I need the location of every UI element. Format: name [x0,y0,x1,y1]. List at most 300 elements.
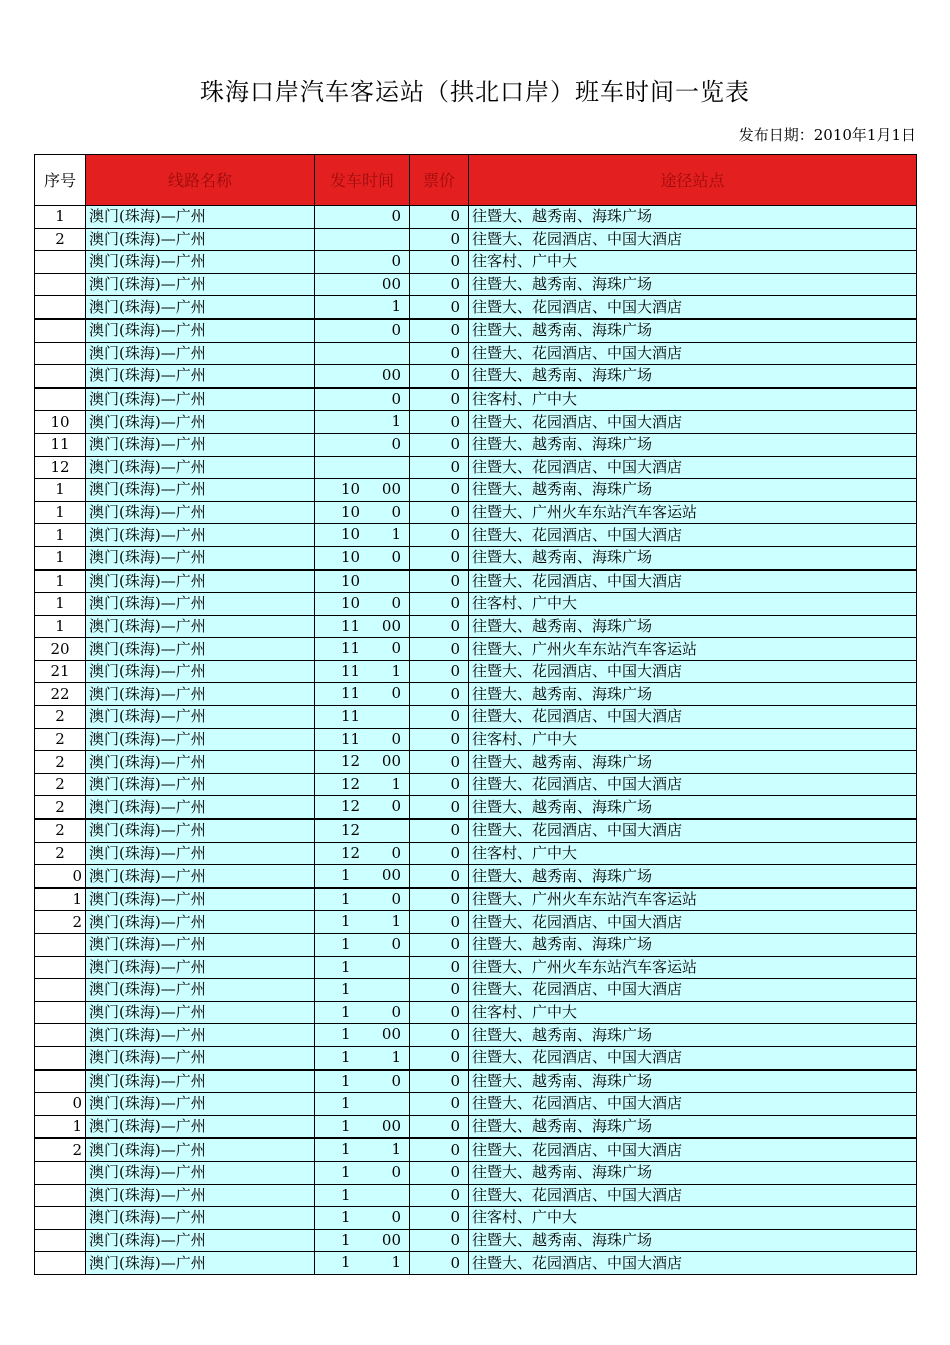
cell-price: 0 [410,228,469,251]
cell-seq: 2 [35,911,86,934]
cell-seq: 2 [35,773,86,796]
cell-seq [35,1070,86,1093]
table-row [35,888,917,911]
cell-time [315,273,410,296]
time-minute: 0 [391,320,401,339]
time-hour: 1 [341,1002,351,1021]
table-row [35,842,917,865]
cell-seq: 0 [35,1093,86,1116]
cell-route: 澳门(珠海)—广州 [86,524,315,547]
time-minute: 1 [391,525,401,544]
cell-price: 0 [410,1184,469,1207]
cell-stops: 往暨大、越秀南、海珠广场 [469,206,917,229]
cell-price: 0 [410,1207,469,1230]
cell-stops: 往暨大、越秀南、海珠广场 [469,1024,917,1047]
cell-price: 0 [410,683,469,706]
time-hour: 11 [341,616,361,635]
cell-time [315,888,410,911]
cell-seq [35,1252,86,1275]
cell-seq: 1 [35,479,86,502]
time-minute: 1 [391,1140,401,1159]
time-minute: 0 [391,252,401,271]
cell-time [315,1207,410,1230]
cell-stops: 往暨大、花园酒店、中国大酒店 [469,660,917,683]
cell-stops: 往暨大、越秀南、海珠广场 [469,479,917,502]
header-seq: 序号 [35,155,86,206]
cell-stops: 往暨大、越秀南、海珠广场 [469,1115,917,1138]
cell-seq [35,934,86,957]
time-minute: 0 [391,843,401,862]
time-minute: 0 [391,729,401,748]
cell-route: 澳门(珠海)—广州 [86,388,315,411]
cell-price: 0 [410,388,469,411]
cell-time [315,819,410,842]
time-minute: 1 [391,912,401,931]
cell-stops: 往暨大、花园酒店、中国大酒店 [469,1184,917,1207]
time-hour: 12 [341,843,361,862]
cell-stops: 往客村、广中大 [469,842,917,865]
cell-stops: 往暨大、越秀南、海珠广场 [469,796,917,819]
time-hour: 1 [341,1116,351,1135]
table-row [35,593,917,616]
cell-price: 0 [410,1093,469,1116]
cell-stops: 往暨大、越秀南、海珠广场 [469,273,917,296]
cell-price: 0 [410,819,469,842]
table-row [35,1070,917,1093]
cell-time [315,365,410,388]
cell-price: 0 [410,456,469,479]
cell-stops: 往暨大、花园酒店、中国大酒店 [469,773,917,796]
cell-seq: 1 [35,570,86,593]
cell-stops: 往暨大、越秀南、海珠广场 [469,934,917,957]
cell-price: 0 [410,570,469,593]
cell-price: 0 [410,1161,469,1184]
cell-route: 澳门(珠海)—广州 [86,728,315,751]
time-minute: 1 [391,1253,401,1272]
table-row [35,479,917,502]
cell-stops: 往暨大、花园酒店、中国大酒店 [469,296,917,319]
cell-route: 澳门(珠海)—广州 [86,615,315,638]
time-minute: 0 [391,639,401,658]
cell-stops: 往暨大、花园酒店、中国大酒店 [469,1046,917,1069]
cell-stops: 往暨大、越秀南、海珠广场 [469,751,917,774]
cell-route: 澳门(珠海)—广州 [86,342,315,365]
cell-price: 0 [410,706,469,729]
time-minute: 1 [391,661,401,680]
cell-route: 澳门(珠海)—广州 [86,546,315,569]
cell-time [315,842,410,865]
cell-time [315,570,410,593]
cell-stops: 往暨大、花园酒店、中国大酒店 [469,228,917,251]
time-hour: 10 [341,480,361,499]
table-row [35,456,917,479]
cell-price: 0 [410,888,469,911]
cell-seq: 2 [35,728,86,751]
cell-seq: 1 [35,524,86,547]
cell-route: 澳门(珠海)—广州 [86,751,315,774]
cell-seq [35,1229,86,1252]
cell-stops: 往暨大、花园酒店、中国大酒店 [469,456,917,479]
time-hour: 1 [341,1140,351,1159]
page-title: 珠海口岸汽车客运站（拱北口岸）班车时间一览表 [200,78,750,106]
cell-time [315,501,410,524]
cell-stops: 往暨大、越秀南、海珠广场 [469,615,917,638]
cell-route: 澳门(珠海)—广州 [86,660,315,683]
cell-time [315,728,410,751]
cell-seq: 2 [35,228,86,251]
cell-time [315,479,410,502]
table-row [35,706,917,729]
cell-seq: 2 [35,842,86,865]
table-row [35,638,917,661]
cell-time [315,456,410,479]
table-row [35,273,917,296]
cell-seq: 2 [35,796,86,819]
cell-seq [35,1001,86,1024]
cell-stops: 往暨大、花园酒店、中国大酒店 [469,706,917,729]
header-price: 票价 [410,155,469,206]
cell-seq: 20 [35,638,86,661]
time-minute: 0 [391,1002,401,1021]
cell-time [315,1024,410,1047]
cell-price: 0 [410,479,469,502]
cell-price: 0 [410,865,469,888]
cell-seq: 12 [35,456,86,479]
cell-time [315,1138,410,1161]
time-hour: 1 [341,866,351,885]
cell-seq [35,956,86,979]
cell-time [315,1046,410,1069]
cell-route: 澳门(珠海)—广州 [86,842,315,865]
cell-route: 澳门(珠海)—广州 [86,206,315,229]
cell-seq: 1 [35,1115,86,1138]
time-minute: 0 [391,684,401,703]
time-minute: 0 [391,434,401,453]
table-row [35,546,917,569]
cell-price: 0 [410,546,469,569]
cell-stops: 往暨大、越秀南、海珠广场 [469,683,917,706]
time-hour: 12 [341,821,361,840]
cell-seq: 2 [35,1138,86,1161]
cell-stops: 往暨大、越秀南、海珠广场 [469,319,917,342]
cell-route: 澳门(珠海)—广州 [86,683,315,706]
cell-time [315,296,410,319]
cell-stops: 往暨大、广州火车东站汽车客运站 [469,501,917,524]
cell-price: 0 [410,934,469,957]
cell-price: 0 [410,1070,469,1093]
table-row [35,1138,917,1161]
cell-price: 0 [410,660,469,683]
time-hour: 1 [341,912,351,931]
table-row [35,365,917,388]
time-hour: 1 [341,1185,351,1204]
table-row [35,956,917,979]
cell-route: 澳门(珠海)—广州 [86,251,315,274]
cell-price: 0 [410,251,469,274]
cell-seq [35,273,86,296]
cell-route: 澳门(珠海)—广州 [86,479,315,502]
cell-stops: 往暨大、花园酒店、中国大酒店 [469,1252,917,1275]
cell-stops: 往客村、广中大 [469,1207,917,1230]
cell-price: 0 [410,1001,469,1024]
cell-price: 0 [410,1229,469,1252]
time-minute: 0 [391,547,401,566]
cell-seq: 11 [35,433,86,456]
table-row [35,206,917,229]
cell-seq: 1 [35,501,86,524]
cell-seq [35,1184,86,1207]
time-hour: 10 [341,594,361,613]
time-hour: 1 [341,1230,351,1249]
cell-time [315,1001,410,1024]
cell-route: 澳门(珠海)—广州 [86,865,315,888]
cell-route: 澳门(珠海)—广州 [86,1070,315,1093]
table-row [35,1115,917,1138]
time-minute: 00 [381,274,401,293]
time-hour: 1 [341,957,351,976]
cell-route: 澳门(珠海)—广州 [86,796,315,819]
cell-stops: 往客村、广中大 [469,388,917,411]
cell-seq: 21 [35,660,86,683]
cell-seq [35,296,86,319]
table-row [35,228,917,251]
time-minute: 00 [381,866,401,885]
cell-stops: 往暨大、花园酒店、中国大酒店 [469,411,917,434]
time-hour: 1 [341,1253,351,1272]
cell-route: 澳门(珠海)—广州 [86,888,315,911]
time-minute: 1 [391,297,401,316]
table-row [35,411,917,434]
cell-stops: 往客村、广中大 [469,593,917,616]
cell-price: 0 [410,524,469,547]
cell-price: 0 [410,728,469,751]
time-hour: 12 [341,752,361,771]
cell-stops: 往暨大、花园酒店、中国大酒店 [469,342,917,365]
table-row [35,1024,917,1047]
cell-time [315,979,410,1002]
cell-price: 0 [410,342,469,365]
time-hour: 1 [341,1047,351,1066]
cell-price: 0 [410,615,469,638]
table-row [35,615,917,638]
cell-route: 澳门(珠海)—广州 [86,1229,315,1252]
cell-route: 澳门(珠海)—广州 [86,1207,315,1230]
cell-stops: 往暨大、越秀南、海珠广场 [469,1161,917,1184]
time-hour: 11 [341,661,361,680]
time-minute: 00 [381,1025,401,1044]
cell-stops: 往客村、广中大 [469,728,917,751]
cell-stops: 往暨大、花园酒店、中国大酒店 [469,911,917,934]
time-minute: 0 [391,889,401,908]
cell-price: 0 [410,206,469,229]
time-minute: 0 [391,935,401,953]
cell-price: 0 [410,319,469,342]
time-hour: 11 [341,707,361,726]
cell-stops: 往暨大、花园酒店、中国大酒店 [469,979,917,1002]
table-row [35,773,917,796]
table-row [35,796,917,819]
cell-route: 澳门(珠海)—广州 [86,1184,315,1207]
time-hour: 1 [341,889,351,908]
table-row [35,1184,917,1207]
cell-price: 0 [410,365,469,388]
cell-time [315,683,410,706]
cell-time [315,706,410,729]
cell-route: 澳门(珠海)—广州 [86,638,315,661]
header-stops: 途径站点 [469,155,917,206]
cell-stops: 往客村、广中大 [469,251,917,274]
table-row [35,865,917,888]
cell-seq: 22 [35,683,86,706]
table-row [35,342,917,365]
table-header-row [35,155,917,206]
cell-price: 0 [410,796,469,819]
time-minute: 00 [381,366,401,385]
cell-stops: 往暨大、花园酒店、中国大酒店 [469,1138,917,1161]
cell-seq: 1 [35,546,86,569]
cell-time [315,388,410,411]
table-row [35,251,917,274]
time-minute: 0 [391,1208,401,1227]
time-minute: 0 [391,502,401,521]
cell-stops: 往暨大、越秀南、海珠广场 [469,546,917,569]
cell-time [315,865,410,888]
schedule-table [34,154,917,1275]
cell-time [315,228,410,251]
table-row [35,319,917,342]
cell-time [315,660,410,683]
table-row [35,1093,917,1116]
table-row [35,1229,917,1252]
table-row [35,1161,917,1184]
cell-route: 澳门(珠海)—广州 [86,1115,315,1138]
cell-price: 0 [410,773,469,796]
cell-seq [35,342,86,365]
cell-time [315,251,410,274]
cell-time [315,1252,410,1275]
cell-price: 0 [410,1024,469,1047]
cell-price: 0 [410,979,469,1002]
cell-time [315,751,410,774]
cell-stops: 往暨大、越秀南、海珠广场 [469,365,917,388]
cell-time [315,1184,410,1207]
time-hour: 11 [341,729,361,748]
cell-route: 澳门(珠海)—广州 [86,319,315,342]
cell-time [315,956,410,979]
cell-time [315,1115,410,1138]
cell-seq [35,1024,86,1047]
table-row [35,388,917,411]
cell-time [315,1070,410,1093]
cell-route: 澳门(珠海)—广州 [86,296,315,319]
cell-seq: 2 [35,706,86,729]
table-row [35,683,917,706]
table-row [35,751,917,774]
table-row [35,1001,917,1024]
cell-route: 澳门(珠海)—广州 [86,365,315,388]
cell-time [315,593,410,616]
cell-time [315,411,410,434]
time-hour: 1 [341,935,351,953]
cell-route: 澳门(珠海)—广州 [86,1093,315,1116]
cell-route: 澳门(珠海)—广州 [86,1161,315,1184]
cell-stops: 往暨大、花园酒店、中国大酒店 [469,819,917,842]
cell-route: 澳门(珠海)—广州 [86,593,315,616]
header-time: 发车时间 [315,155,410,206]
cell-route: 澳门(珠海)—广州 [86,570,315,593]
time-minute: 00 [381,616,401,635]
cell-seq: 1 [35,615,86,638]
cell-time [315,773,410,796]
table-row [35,819,917,842]
table-row [35,934,917,957]
time-hour: 11 [341,684,361,703]
cell-route: 澳门(珠海)—广州 [86,433,315,456]
cell-price: 0 [410,1138,469,1161]
cell-price: 0 [410,1115,469,1138]
cell-stops: 往暨大、越秀南、海珠广场 [469,1229,917,1252]
time-minute: 00 [381,752,401,771]
table-row [35,570,917,593]
table-row [35,433,917,456]
cell-time [315,1161,410,1184]
cell-price: 0 [410,911,469,934]
cell-seq [35,1046,86,1069]
time-minute: 0 [391,389,401,408]
cell-price: 0 [410,433,469,456]
cell-time [315,1229,410,1252]
cell-time [315,433,410,456]
time-minute: 0 [391,1071,401,1090]
table-row [35,1046,917,1069]
cell-route: 澳门(珠海)—广州 [86,956,315,979]
time-hour: 1 [341,1071,351,1090]
time-hour: 10 [341,525,361,544]
table-row [35,296,917,319]
cell-stops: 往暨大、越秀南、海珠广场 [469,1070,917,1093]
cell-seq [35,979,86,1002]
time-hour: 10 [341,571,361,590]
cell-time [315,911,410,934]
cell-route: 澳门(珠海)—广州 [86,1252,315,1275]
table-body [35,206,917,1275]
time-hour: 1 [341,1162,351,1181]
cell-route: 澳门(珠海)—广州 [86,501,315,524]
table-row [35,728,917,751]
table-row [35,524,917,547]
cell-seq [35,1207,86,1230]
cell-seq: 2 [35,751,86,774]
time-minute: 00 [381,1230,401,1249]
cell-stops: 往暨大、花园酒店、中国大酒店 [469,1093,917,1116]
time-minute: 1 [391,774,401,793]
cell-route: 澳门(珠海)—广州 [86,1001,315,1024]
cell-price: 0 [410,751,469,774]
cell-price: 0 [410,273,469,296]
time-hour: 1 [341,980,351,999]
cell-route: 澳门(珠海)—广州 [86,228,315,251]
cell-seq [35,365,86,388]
cell-time [315,615,410,638]
publish-date: 发布日期：2010年1月1日 [738,126,916,144]
cell-time [315,524,410,547]
cell-stops: 往暨大、广州火车东站汽车客运站 [469,638,917,661]
cell-time [315,342,410,365]
cell-route: 澳门(珠海)—广州 [86,273,315,296]
table-row [35,1207,917,1230]
table-row [35,979,917,1002]
time-minute: 00 [381,1116,401,1135]
